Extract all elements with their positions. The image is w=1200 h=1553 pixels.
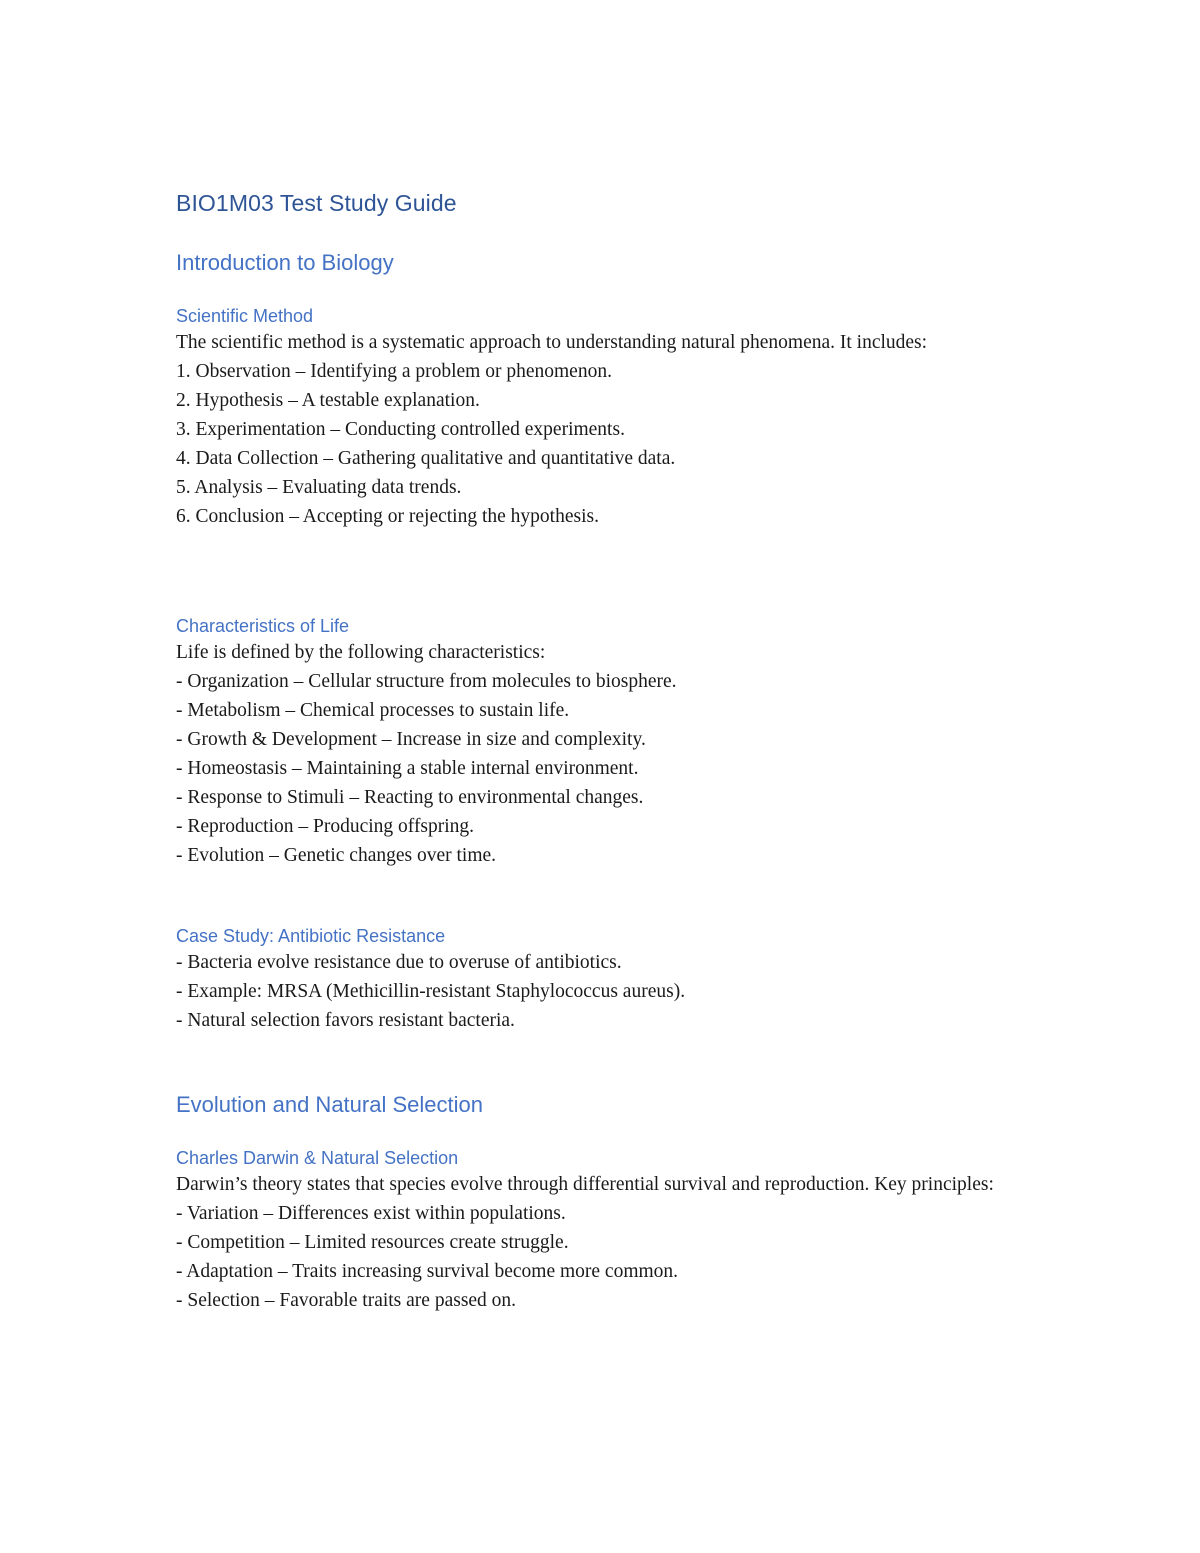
list-item: - Example: MRSA (Methicillin-resistant Staphylococcus aureus). xyxy=(176,981,686,1002)
heading-charles-darwin: Charles Darwin & Natural Selection xyxy=(176,1148,459,1168)
heading-characteristics-of-life: Characteristics of Life xyxy=(176,616,350,636)
list-item: 6. Conclusion – Accepting or rejecting the hypothesis. xyxy=(176,506,599,527)
list-item: - Organization – Cellular structure from molecules to biosphere. xyxy=(176,671,677,692)
section-scientific-method xyxy=(176,304,1036,531)
list-item: 1. Observation – Identifying a problem or phenomenon. xyxy=(176,361,612,382)
case-study-list xyxy=(176,948,1036,1035)
list-item: - Selection – Favorable traits are passed on. xyxy=(176,1290,517,1311)
list-item: - Homeostasis – Maintaining a stable internal environment. xyxy=(176,758,639,779)
list-item: - Competition – Limited resources create struggle. xyxy=(176,1232,569,1253)
heading-case-study: Case Study: Antibiotic Resistance xyxy=(176,926,446,946)
heading-evolution-and-natural-selection: Evolution and Natural Selection xyxy=(176,1092,483,1117)
list-item: - Response to Stimuli – Reacting to environmental changes. xyxy=(176,787,644,808)
characteristics-list xyxy=(176,667,1036,870)
darwin-paragraph: Darwin’s theory states that species evolve through differential survival and reproduction. Key principles: xyxy=(176,1174,994,1195)
characteristics-paragraph: Life is defined by the following characteristics: xyxy=(176,642,546,663)
list-item: - Bacteria evolve resistance due to overuse of antibiotics. xyxy=(176,952,622,973)
section-characteristics-of-life xyxy=(176,614,1036,870)
list-item: - Reproduction – Producing offspring. xyxy=(176,816,475,837)
list-item: - Adaptation – Traits increasing survival become more common. xyxy=(176,1261,679,1282)
heading-scientific-method: Scientific Method xyxy=(176,306,314,326)
list-item: 4. Data Collection – Gathering qualitative and quantitative data. xyxy=(176,448,676,469)
list-item: - Variation – Differences exist within populations. xyxy=(176,1203,566,1224)
darwin-principles-list xyxy=(176,1199,1036,1315)
list-item: 3. Experimentation – Conducting controlled experiments. xyxy=(176,419,625,440)
section-case-study xyxy=(176,924,1036,1035)
scientific-method-steps xyxy=(176,357,1036,531)
section-charles-darwin xyxy=(176,1146,1036,1315)
heading-introduction-to-biology: Introduction to Biology xyxy=(176,250,394,275)
list-item: 2. Hypothesis – A testable explanation. xyxy=(176,390,480,411)
list-item: - Growth & Development – Increase in size and complexity. xyxy=(176,729,646,750)
scientific-method-paragraph: The scientific method is a systematic approach to understanding natural phenomena. It includes: xyxy=(176,332,928,353)
list-item: - Metabolism – Chemical processes to sustain life. xyxy=(176,700,570,721)
document-title: BIO1M03 Test Study Guide xyxy=(176,190,457,216)
list-item: - Evolution – Genetic changes over time. xyxy=(176,845,497,866)
section-evolution-and-natural-selection xyxy=(176,1090,1036,1120)
section-introduction-to-biology xyxy=(176,248,1036,278)
list-item: - Natural selection favors resistant bacteria. xyxy=(176,1010,515,1031)
list-item: 5. Analysis – Evaluating data trends. xyxy=(176,477,462,498)
